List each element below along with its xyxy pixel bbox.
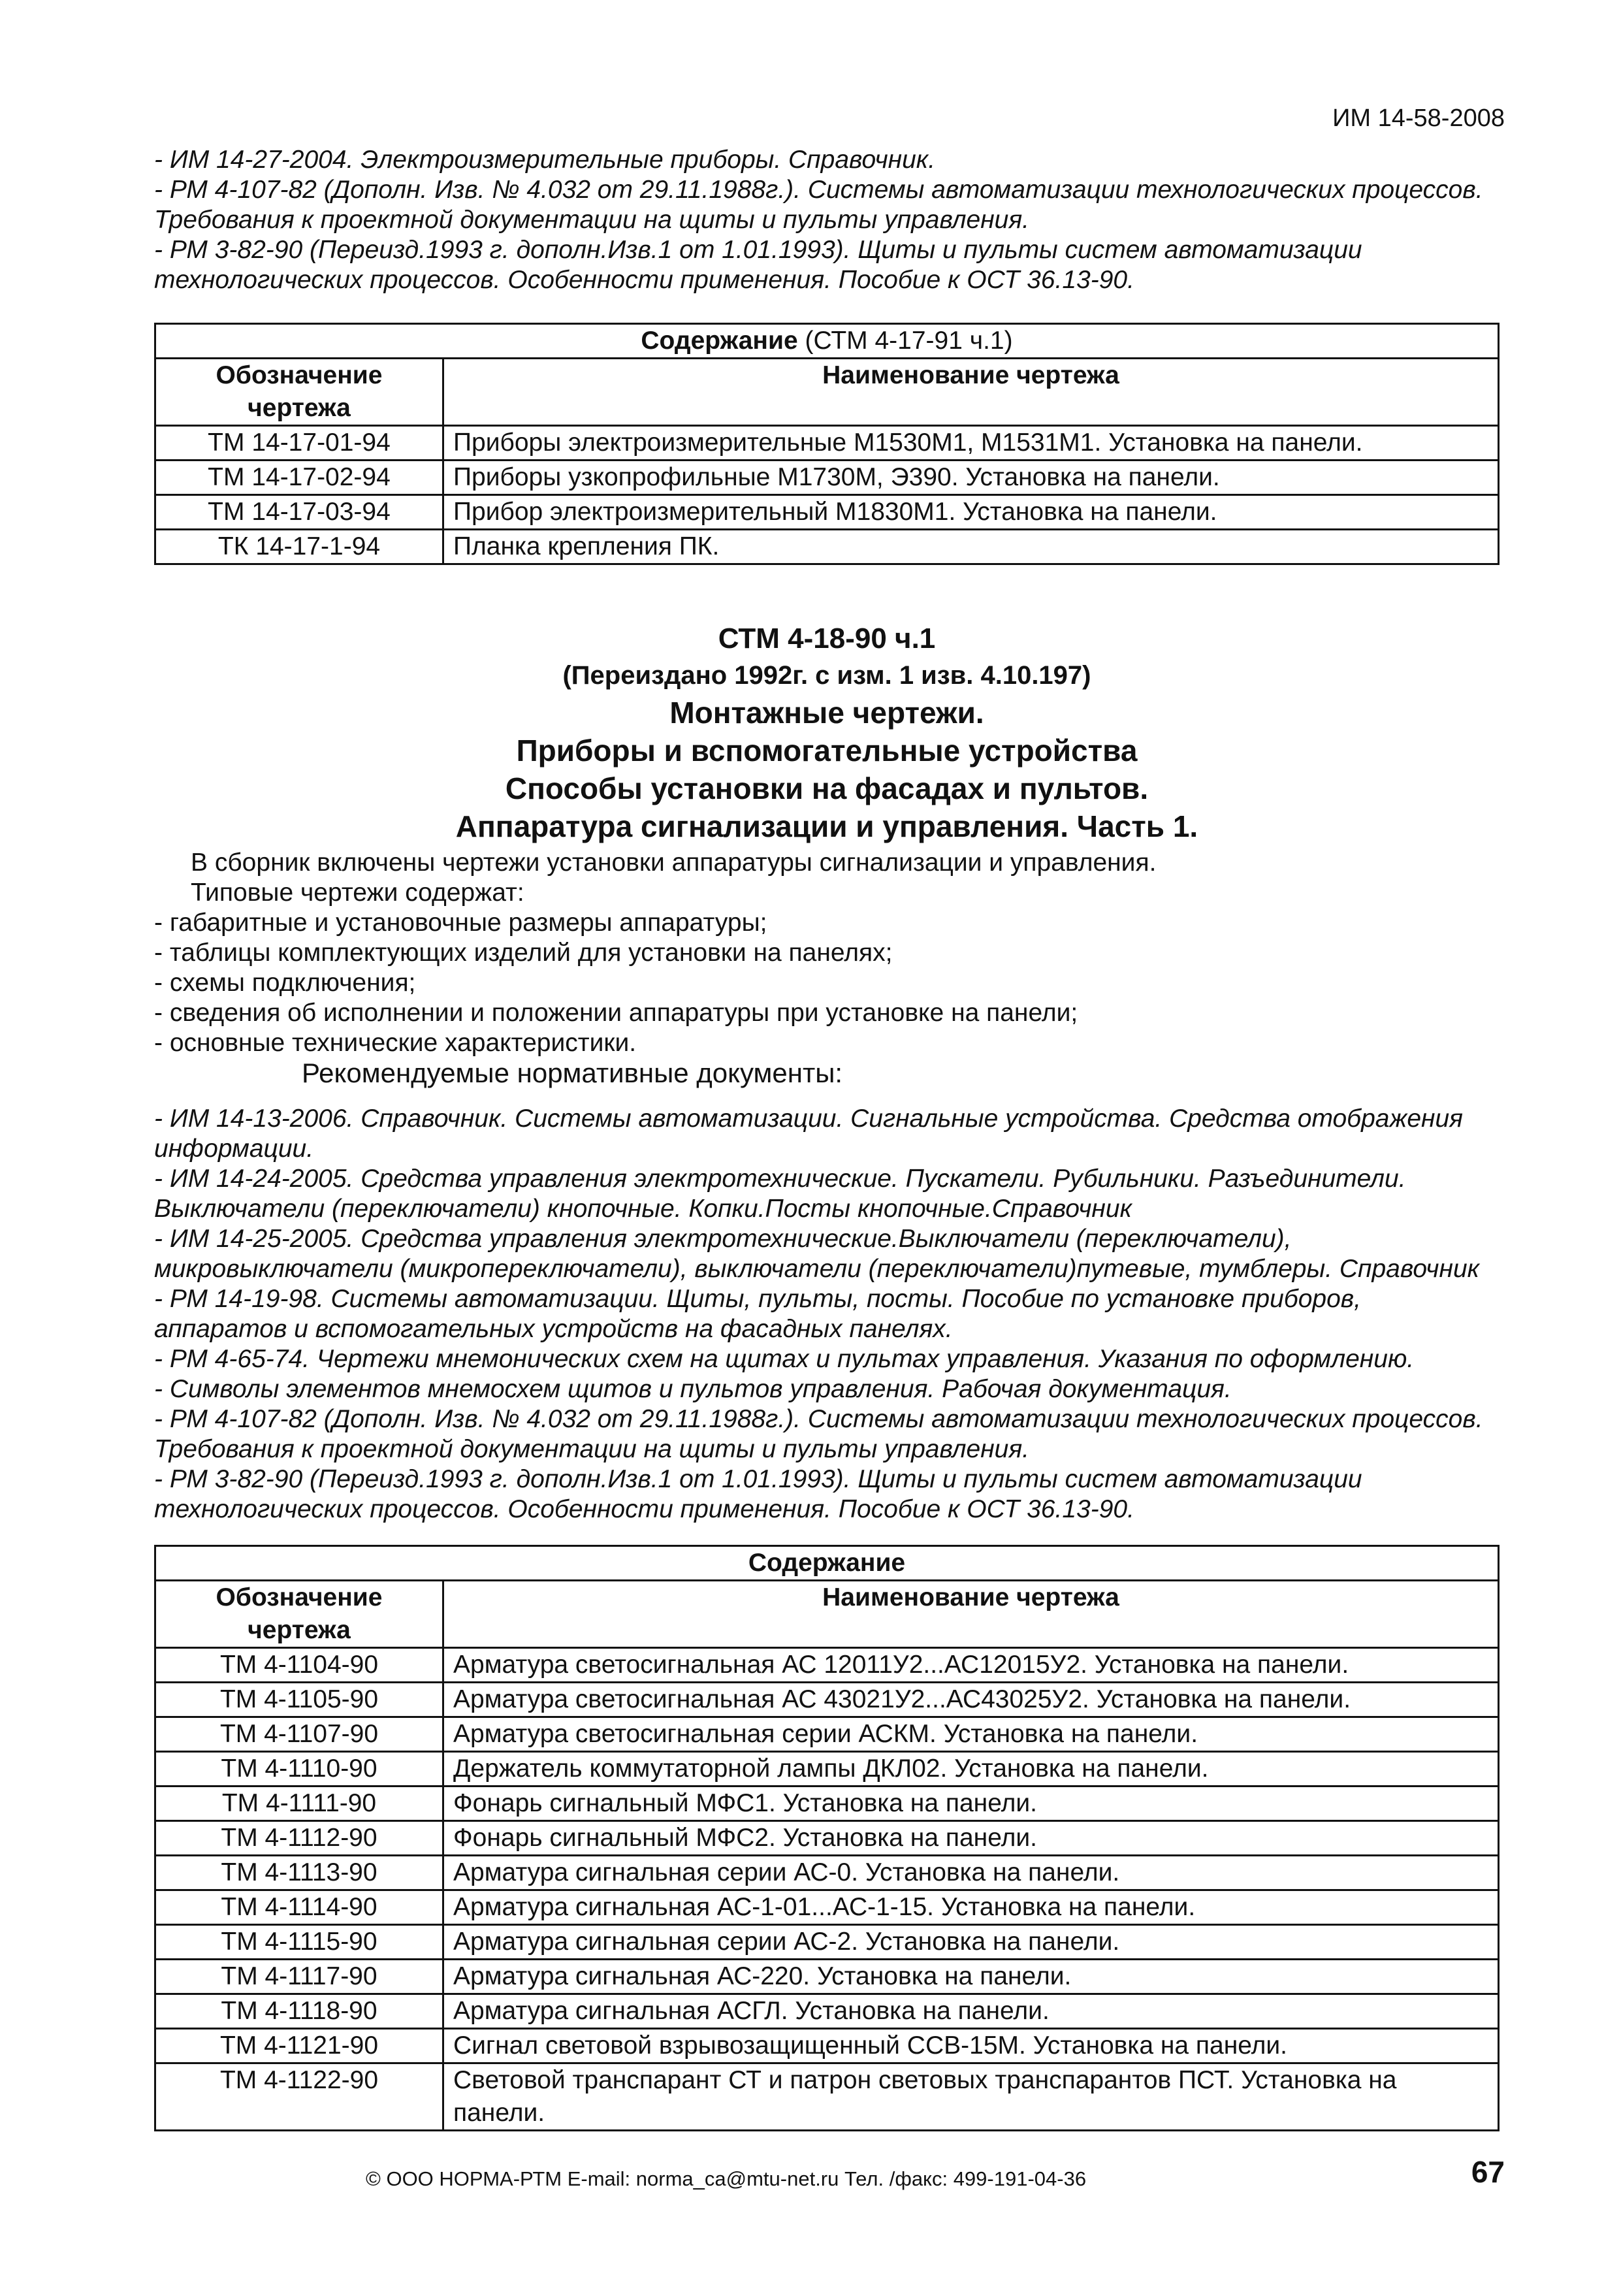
recommended-references [154,1104,1500,1525]
list-item: - таблицы комплектующих изделий для установки на панелях; [154,939,893,967]
recommended-docs-heading: Рекомендуемые нормативные документы: [302,1058,843,1088]
drawing-name: Арматура светосигнальная АС 43021У2...АС43025У2. Установка на панели. [443,1683,1499,1717]
list-item: - основные технические характеристики. [154,1029,637,1057]
intro-paragraph: В сборник включены чертежи установки аппаратуры сигнализации и управления. [191,849,1157,877]
reference-item: - РМ 4-65-74. Чертежи мнемонических схем на щитах и пультах управления. Указания по оформлению. [154,1345,1415,1373]
drawing-name: Арматура сигнальная серии АС-0. Установка на панели. [443,1856,1499,1890]
drawing-code: ТМ 4-1107-90 [155,1717,443,1752]
reference-item: - ИМ 14-27-2004. Электроизмерительные приборы. Справочник. [154,146,936,174]
table-row [155,1856,1499,1890]
list-item: - сведения об исполнении и положении аппаратуры при установке на панели; [154,999,1078,1027]
drawing-code: ТМ 4-1104-90 [155,1648,443,1683]
reference-item: - Символы элементов мнемосхем щитов и пультов управления. Рабочая документация. [154,1375,1232,1403]
drawing-name: Арматура сигнальная АСГЛ. Установка на панели. [443,1994,1499,2029]
drawing-code: ТК 14-17-1-94 [155,530,443,564]
table-row [155,1960,1499,1994]
drawing-code: ТМ 4-1113-90 [155,1856,443,1890]
reference-item: - РМ 3-82-90 (Переизд.1993 г. дополн.Изв.1 от 1.01.1993). Щиты и пульты систем автоматизации технологических процессов. Особенности применения. Пособие к ОСТ 36.13-90. [154,1465,1362,1523]
drawing-name: Приборы электроизмерительные М1530М1, М1531М1. Установка на панели. [443,426,1499,461]
drawing-code: ТМ 4-1114-90 [155,1890,443,1925]
table-row [155,1717,1499,1752]
document-code: ИМ 14-58-2008 [1332,105,1505,132]
reference-item: - РМ 4-107-82 (Дополн. Изв. № 4.032 от 29.11.1988г.). Системы автоматизации технологических процессов. Требования к проектной документации на щиты и пульты управления. [154,176,1483,234]
section-title-line: Аппаратура сигнализации и управления. Часть 1. [455,809,1198,843]
page-number: 67 [1471,2155,1505,2189]
footer-text: © ООО НОРМА-РТМ E-mail: norma_ca@mtu-net.ru Тел. /факс: 499-191-04-36 [366,2167,1087,2190]
table-title: Содержание [155,1546,1499,1581]
table-row [155,530,1499,564]
list-item: - схемы подключения; [154,969,416,997]
table-title [155,324,1499,359]
table-title-bold: Содержание [641,327,798,355]
reference-item: - ИМ 14-24-2005. Средства управления электротехнические. Пускатели. Рубильники. Разъединители. Выключатели (переключатели) кнопочные. Копки.Посты кнопочные.Справочник [154,1165,1406,1223]
column-header-name: Наименование чертежа [443,359,1499,426]
drawing-name: Планка крепления ПК. [443,530,1499,564]
table-row [155,1821,1499,1856]
drawing-code: ТМ 14-17-01-94 [155,426,443,461]
table-row [155,2063,1499,2131]
section-title-line: Приборы и вспомогательные устройства [516,734,1138,768]
drawing-code: ТМ 4-1118-90 [155,1994,443,2029]
drawing-name: Приборы узкопрофильные М1730М, Э390. Установка на панели. [443,461,1499,495]
column-header-code: Обозначение чертежа [155,359,443,426]
drawing-code: ТМ 4-1105-90 [155,1683,443,1717]
drawing-name: Держатель коммутаторной лампы ДКЛ02. Установка на панели. [443,1752,1499,1787]
drawing-code: ТМ 4-1122-90 [155,2063,443,2131]
drawing-name: Арматура светосигнальная АС 12011У2...АС12015У2. Установка на панели. [443,1648,1499,1683]
intro-paragraph: Типовые чертежи содержат: [191,879,524,907]
drawing-name: Фонарь сигнальный МФС2. Установка на панели. [443,1821,1499,1856]
drawing-code: ТМ 4-1115-90 [155,1925,443,1960]
table-row [155,461,1499,495]
table-row [155,1925,1499,1960]
section-title-line: СТМ 4-18-90 ч.1 [718,623,936,655]
table-row [155,1787,1499,1821]
section-title-line: Способы установки на фасадах и пультов. [505,771,1149,805]
drawing-code: ТМ 4-1117-90 [155,1960,443,1994]
intro-text [154,848,1500,1088]
table-row [155,1752,1499,1787]
drawing-name: Арматура светосигнальная серии АСКМ. Установка на панели. [443,1717,1499,1752]
table-row [155,1648,1499,1683]
drawing-name: Прибор электроизмерительный М1830М1. Установка на панели. [443,495,1499,530]
contents-table-1 [154,323,1500,565]
section-title [154,621,1500,845]
table-row [155,495,1499,530]
reference-item: - ИМ 14-25-2005. Средства управления электротехнические.Выключатели (переключатели), микровыключатели (микропереключатели), выключатели (переключатели)путевые, тумблеры. Справочник [154,1225,1480,1283]
section-title-line: (Переиздано 1992г. с изм. 1 изв. 4.10.197) [562,661,1091,690]
drawing-code: ТМ 4-1121-90 [155,2029,443,2063]
contents-table-2 [154,1545,1500,2131]
table-row [155,1890,1499,1925]
drawing-name: Сигнал световой взрывозащищенный ССВ-15М. Установка на панели. [443,2029,1499,2063]
drawing-name: Световой транспарант СТ и патрон световых транспарантов ПСТ. Установка на панели. [443,2063,1499,2131]
section-title-line: Монтажные чертежи. [669,696,984,730]
drawing-name: Арматура сигнальная АС-1-01...АС-1-15. Установка на панели. [443,1890,1499,1925]
top-references [154,145,1500,295]
reference-item: - РМ 4-107-82 (Дополн. Изв. № 4.032 от 29.11.1988г.). Системы автоматизации технологических процессов. Требования к проектной документации на щиты и пульты управления. [154,1405,1483,1463]
drawing-code: ТМ 4-1111-90 [155,1787,443,1821]
drawing-code: ТМ 4-1110-90 [155,1752,443,1787]
column-header-name: Наименование чертежа [443,1581,1499,1648]
list-item: - габаритные и установочные размеры аппаратуры; [154,909,767,937]
reference-item: - РМ 3-82-90 (Переизд.1993 г. дополн.Изв.1 от 1.01.1993). Щиты и пульты систем автоматизации технологических процессов. Особенности применения. Пособие к ОСТ 36.13-90. [154,236,1362,294]
column-header-code: Обозначение чертежа [155,1581,443,1648]
table-title-rest: (СТМ 4-17-91 ч.1) [797,327,1013,355]
table-row [155,1994,1499,2029]
table-row [155,426,1499,461]
reference-item: - РМ 14-19-98. Системы автоматизации. Щиты, пульты, посты. Пособие по установке приборов, аппаратов и вспомогательных устройств на фасадных панелях. [154,1285,1361,1343]
table-row [155,2029,1499,2063]
drawing-code: ТМ 14-17-02-94 [155,461,443,495]
drawing-code: ТМ 4-1112-90 [155,1821,443,1856]
reference-item: - ИМ 14-13-2006. Справочник. Системы автоматизации. Сигнальные устройства. Средства отображения информации. [154,1105,1464,1163]
drawing-name: Арматура сигнальная серии АС-2. Установка на панели. [443,1925,1499,1960]
table-row [155,1683,1499,1717]
drawing-name: Фонарь сигнальный МФС1. Установка на панели. [443,1787,1499,1821]
drawing-code: ТМ 14-17-03-94 [155,495,443,530]
drawing-name: Арматура сигнальная АС-220. Установка на панели. [443,1960,1499,1994]
